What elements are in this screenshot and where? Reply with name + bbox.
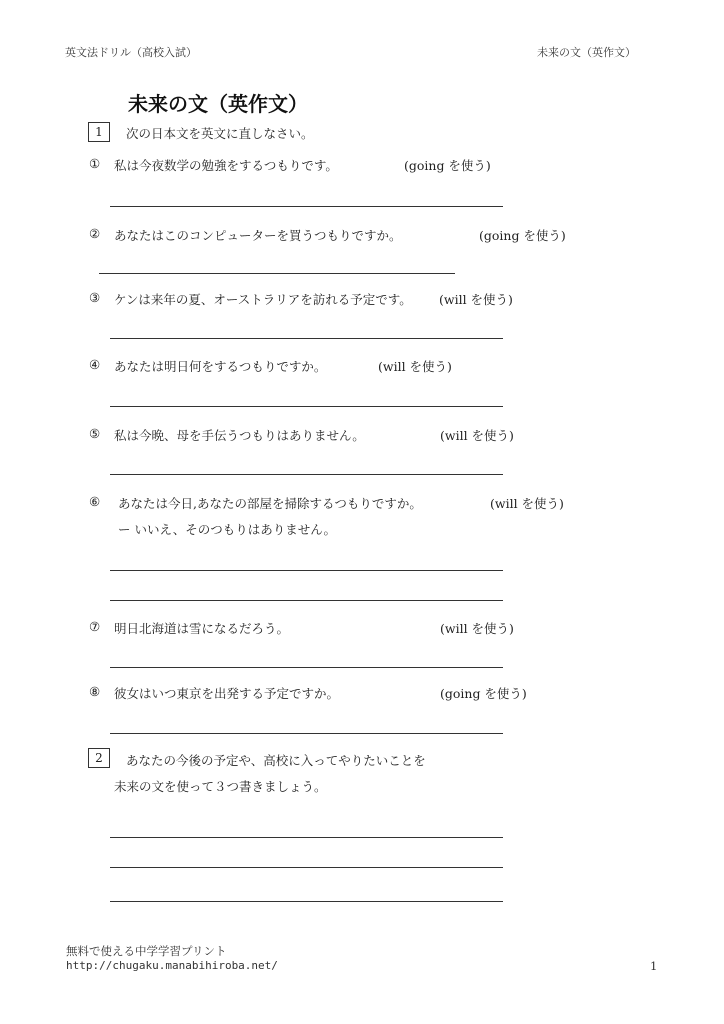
question-3-text: ケンは来年の夏、オーストラリアを訪れる予定です。: [114, 292, 412, 307]
question-8-hint: (going を使う): [440, 686, 527, 701]
question-6-hint: (will を使う): [490, 496, 564, 511]
question-2-text: あなたはこのコンピューターを買うつもりですか。: [114, 228, 402, 243]
answer-line-8[interactable]: [110, 733, 503, 734]
question-1-hint: (going を使う): [404, 158, 491, 173]
page-number: 1: [650, 959, 658, 973]
answer-line-6a[interactable]: [110, 570, 503, 571]
question-4-hint: (will を使う): [378, 359, 452, 374]
question-4-label: ④: [89, 357, 101, 372]
question-8-text: 彼女はいつ東京を出発する予定ですか。: [114, 686, 340, 701]
question-8-label: ⑧: [89, 684, 101, 699]
answer-line-6b[interactable]: [110, 600, 503, 601]
answer-line-3[interactable]: [110, 338, 503, 339]
question-1-text: 私は今夜数学の勉強をするつもりです。: [114, 158, 338, 173]
header-right: 未来の文（英作文）: [537, 46, 636, 59]
answer-line-s2-2[interactable]: [110, 867, 503, 868]
section-2-number-box: 2: [88, 748, 110, 768]
question-5-label: ⑤: [89, 426, 101, 441]
answer-line-7[interactable]: [110, 667, 503, 668]
section-1-number-box: 1: [88, 122, 110, 142]
section-1-instruction: 次の日本文を英文に直しなさい。: [126, 126, 314, 141]
question-4-text: あなたは明日何をするつもりですか。: [114, 359, 327, 374]
footer-url[interactable]: http://chugaku.manabihiroba.net/: [66, 959, 278, 972]
question-2-label: ②: [89, 226, 101, 241]
question-7-hint: (will を使う): [440, 621, 514, 636]
answer-line-4[interactable]: [110, 406, 503, 407]
footer-site-name: 無料で使える中学学習プリント: [66, 944, 227, 958]
question-5-hint: (will を使う): [440, 428, 514, 443]
question-5-text: 私は今晩、母を手伝うつもりはありません。: [114, 428, 365, 443]
answer-line-2[interactable]: [99, 273, 455, 274]
question-7-text: 明日北海道は雪になるだろう。: [114, 621, 290, 636]
question-6-label: ⑥: [89, 494, 101, 509]
header-left: 英文法ドリル（高校入試）: [65, 46, 197, 59]
section-2-line-2: 未来の文を使って３つ書きましょう。: [114, 779, 327, 794]
question-6-answer-line: ー いいえ、そのつもりはありません。: [118, 522, 336, 537]
question-7-label: ⑦: [89, 619, 101, 634]
question-3-hint: (will を使う): [439, 292, 513, 307]
answer-line-1[interactable]: [110, 206, 503, 207]
section-2-line-1: あなたの今後の予定や、高校に入ってやりたいことを: [126, 753, 426, 768]
answer-line-s2-3[interactable]: [110, 901, 503, 902]
question-2-hint: (going を使う): [479, 228, 566, 243]
question-1-label: ①: [89, 156, 101, 171]
answer-line-5[interactable]: [110, 474, 503, 475]
page-title: 未来の文（英作文）: [128, 92, 308, 116]
question-6-text: あなたは今日,あなたの部屋を掃除するつもりですか。: [118, 496, 422, 511]
answer-line-s2-1[interactable]: [110, 837, 503, 838]
question-3-label: ③: [89, 290, 101, 305]
